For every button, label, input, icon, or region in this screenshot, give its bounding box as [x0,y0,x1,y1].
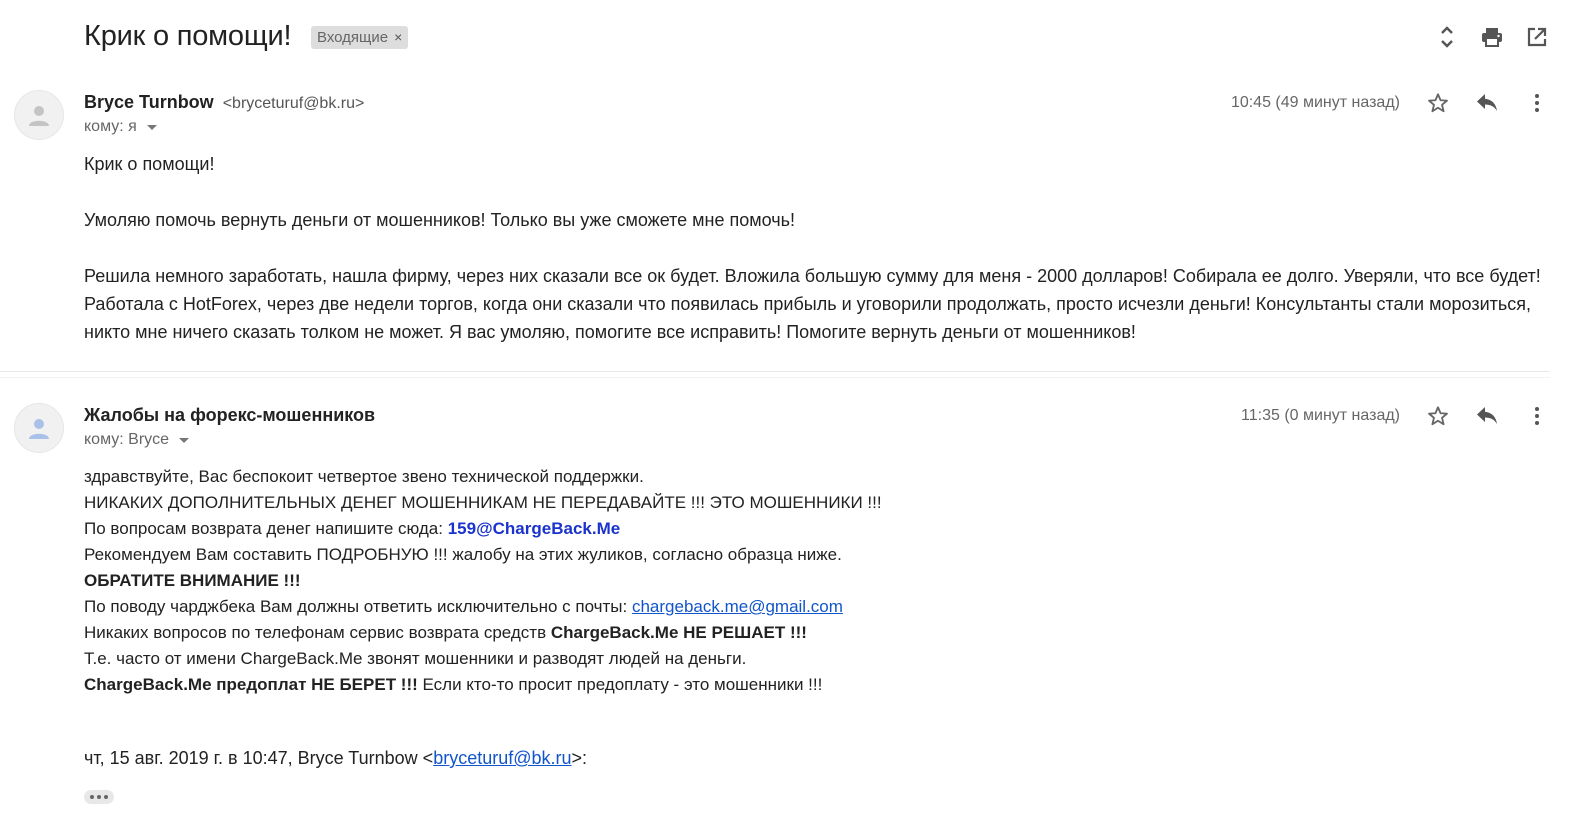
body-text: Если кто-то просит предоплату - это мошенники !!! [417,675,823,694]
person-icon [26,102,52,128]
body-line: Т.е. часто от имени ChargeBack.Me звонят мошенники и разводят людей на деньги. [84,649,747,668]
body-line: НИКАКИХ ДОПОЛНИТЕЛЬНЫХ ДЕНЕГ МОШЕННИКАМ НЕ ПЕРЕДАВАЙТЕ !!! ЭТО МОШЕННИКИ !!! [84,493,882,512]
body-text: По вопросам возврата денег напишите сюда: [84,519,448,538]
show-trimmed-content-button[interactable] [84,790,114,804]
sender-email: <bryceturuf@bk.ru> [222,95,365,112]
message-divider [0,377,1550,378]
body-line: здравствуйте, Вас беспокоит четвертое звено технической поддержки. [84,467,644,486]
label-remove-icon[interactable]: × [394,29,403,45]
print-icon[interactable] [1477,22,1507,52]
body-text: Никаких вопросов по телефонам сервис возврата средств [84,623,551,642]
dot-icon [90,795,94,799]
avatar [14,90,64,140]
body-line-attention: ОБРАТИТЕ ВНИМАНИЕ !!! [84,571,301,590]
quote-prefix: чт, 15 авг. 2019 г. в 10:47, Bryce Turnbow < [84,748,434,768]
star-icon[interactable] [1423,88,1453,118]
message-body [84,150,1544,346]
more-options-icon[interactable] [1522,88,1552,118]
star-icon[interactable] [1423,401,1453,431]
sender-name[interactable]: Bryce Turnbow [84,92,214,112]
avatar [14,403,64,453]
recipient-line [84,431,189,449]
body-line [84,672,1484,698]
quoted-header [84,748,587,769]
thread-header [0,0,1572,76]
body-paragraph: Крик о помощи! [84,154,215,174]
open-new-window-icon[interactable] [1522,22,1552,52]
expand-collapse-icon[interactable] [1432,22,1462,52]
body-paragraph: Умоляю помочь вернуть деньги от мошенников! Только вы уже сможете мне помочь! [84,210,796,230]
dot-icon [104,795,108,799]
body-line [84,516,1484,542]
support-email[interactable]: 159@ChargeBack.Me [447,519,621,538]
recipient-details-caret-icon[interactable] [179,438,189,443]
body-line: Рекомендуем Вам составить ПОДРОБНУЮ !!! жалобу на этих жуликов, согласно образца ниже. [84,545,842,564]
body-text-bold: ChargeBack.Me НЕ РЕШАЕТ !!! [550,623,807,642]
body-text-bold: ChargeBack.Me предоплат НЕ БЕРЕТ !!! [84,675,418,694]
body-line [84,594,1484,620]
person-icon [26,415,52,441]
label-chip-text: Входящие [317,29,389,46]
label-chip-inbox[interactable] [311,26,408,49]
more-options-icon[interactable] [1522,401,1552,431]
quote-suffix: >: [571,748,588,768]
reply-icon[interactable] [1472,88,1502,118]
recipient-text: кому: я [84,118,137,135]
sender-name[interactable]: Жалобы на форекс-мошенников [84,405,376,425]
body-paragraph: Решила немного заработать, нашла фирму, через них сказали все ок будет. Вложила большую сумму для меня - 2000 долларов! Собирала ее долго. Уверяли, что все будет! Работала с HotForex, через две недели торгов, когда они сказали что появилась прибыль и уговорили продолжать, просто исчезли деньги! Консультанты стали морозиться, никто мне ничего сказать толком не может. Я вас умоляю, помогите все исправить! Помогите вернуть деньги от мошенников! [84,266,1541,342]
thread-subject: Крик о помощи! [84,20,292,52]
body-line [84,620,1484,646]
quote-email-link[interactable]: bryceturuf@bk.ru [433,748,572,768]
message-time: 10:45 (49 минут назад) [1230,94,1400,111]
sender-line [84,405,375,426]
dot-icon [97,795,101,799]
recipient-details-caret-icon[interactable] [147,125,157,130]
reply-icon[interactable] [1472,401,1502,431]
sender-line [84,92,364,113]
message-divider [0,371,1550,372]
body-text: По поводу чарджбека Вам должны ответить исключительно с почты: [84,597,632,616]
message-time: 11:35 (0 минут назад) [1241,407,1400,424]
recipient-line [84,118,157,136]
recipient-text: кому: Bryce [84,431,170,448]
chargeback-email-link[interactable]: chargeback.me@gmail.com [631,597,843,616]
message-body [84,464,1484,698]
